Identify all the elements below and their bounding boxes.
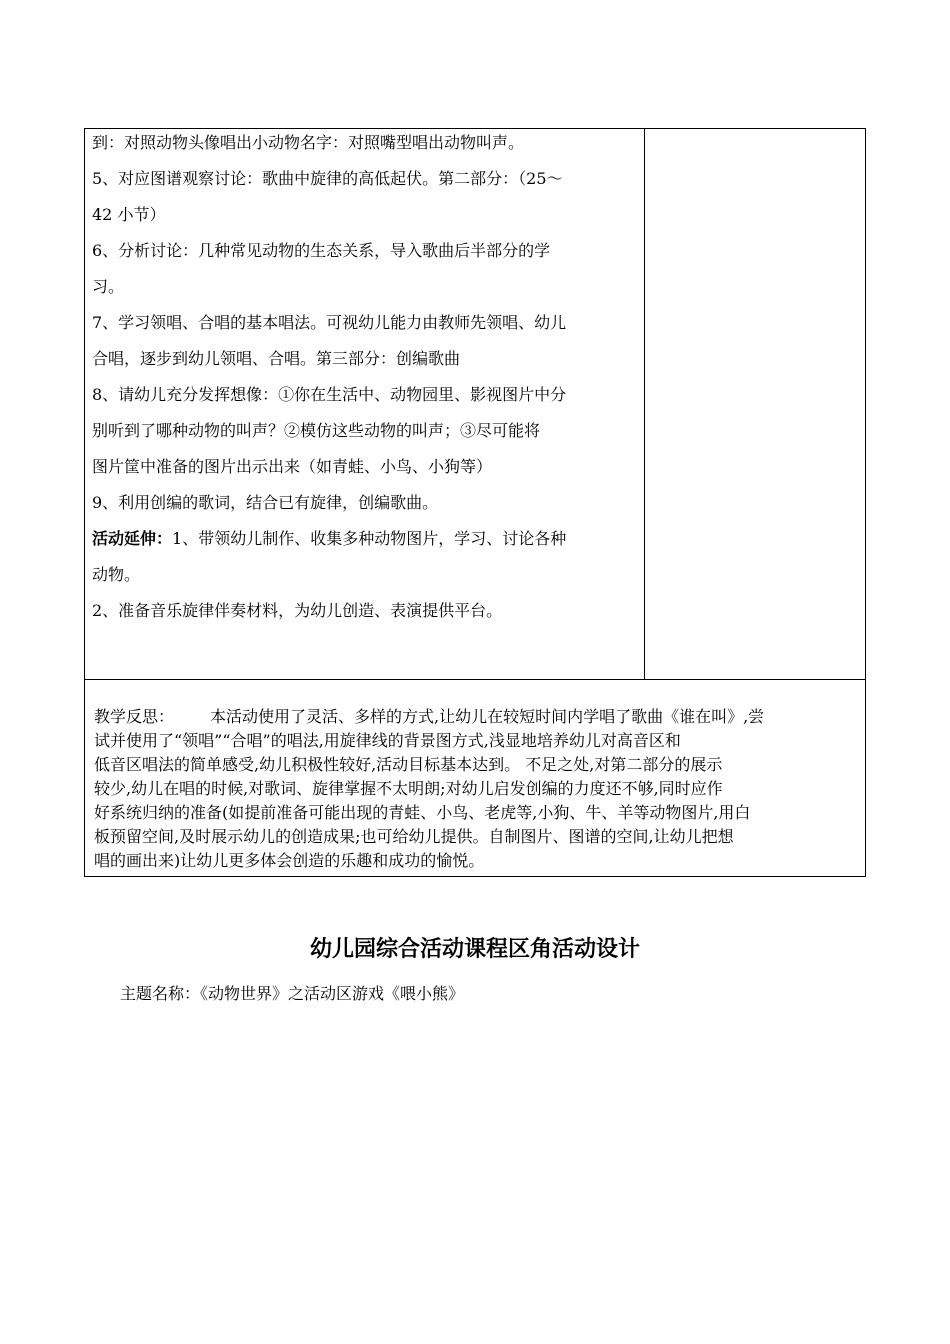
lesson-table bbox=[84, 128, 866, 877]
notes-cell bbox=[645, 129, 865, 679]
step-line: 5、对应图谱观察讨论：歌曲中旋律的高低起伏。第二部分：（25～ bbox=[92, 169, 563, 188]
step-line: 合唱，逐步到幼儿领唱、合唱。第三部分：创编歌曲 bbox=[92, 349, 461, 368]
reflection-row bbox=[85, 680, 865, 877]
reflection-line: 较少,幼儿在唱的时候,对歌词、旋律掌握不太明朗;对幼儿启发创编的力度还不够,同时应作 bbox=[94, 779, 723, 798]
reflection-line: 教学反思： 本活动使用了灵活、多样的方式,让幼儿在较短时间内学唱了歌曲《谁在叫》,尝 bbox=[94, 707, 765, 726]
step-line: 别听到了哪种动物的叫声？②模仿这些动物的叫声；③尽可能将 bbox=[92, 421, 541, 440]
section-title: 幼儿园综合活动课程区角活动设计 bbox=[309, 936, 640, 962]
subject-name: 主题名称：《动物世界》之活动区游戏《喂小熊》 bbox=[120, 984, 465, 1003]
reflection-line: 好系统归纳的准备(如提前准备可能出现的青蛙、小鸟、老虎等,小狗、牛、羊等动物图片,用白 bbox=[94, 803, 751, 822]
step-line: 到：对照动物头像唱出小动物名字：对照嘴型唱出动物叫声。 bbox=[92, 133, 525, 152]
step-line: 9、利用创编的歌词，结合已有旋律，创编歌曲。 bbox=[92, 493, 439, 512]
reflection-label: 教学反思： bbox=[94, 707, 175, 726]
step-line: 习。 bbox=[92, 277, 125, 296]
reflection-line: 试并使用了“领唱”“合唱”的唱法,用旋律线的背景图方式,浅显地培养幼儿对高音区和 bbox=[94, 731, 681, 750]
step-line: 8、请幼儿充分发挥想像：①你在生活中、动物园里、影视图片中分 bbox=[92, 385, 567, 404]
extension-line: 动物。 bbox=[92, 565, 141, 584]
reflection-line: 唱的画出来)让幼儿更多体会创造的乐趣和成功的愉悦。 bbox=[94, 851, 485, 870]
extension-text: 1、带领幼儿制作、收集多种动物图片，学习、讨论各种 bbox=[172, 529, 567, 548]
step-line: 6、分析讨论：几种常见动物的生态关系，导入歌曲后半部分的学 bbox=[92, 241, 551, 260]
reflection-line: 低音区唱法的简单感受,幼儿积极性较好,活动目标基本达到。 不足之处,对第二部分的展示 bbox=[94, 755, 723, 774]
step-line: 7、学习领唱、合唱的基本唱法。可视幼儿能力由教师先领唱、幼儿 bbox=[92, 313, 567, 332]
step-line: 图片筐中准备的图片出示出来（如青蛙、小鸟、小狗等） bbox=[92, 457, 493, 476]
step-line: 42 小节） bbox=[92, 205, 166, 224]
process-cell bbox=[85, 129, 645, 679]
process-row bbox=[85, 129, 865, 680]
reflection-line: 板预留空间,及时展示幼儿的创造成果;也可给幼儿提供。自制图片、图谱的空间,让幼儿把想 bbox=[94, 827, 734, 846]
extension-line bbox=[92, 529, 566, 549]
extension-line: 2、准备音乐旋律伴奏材料，为幼儿创造、表演提供平台。 bbox=[92, 601, 503, 620]
extension-label: 活动延伸： bbox=[92, 529, 173, 548]
